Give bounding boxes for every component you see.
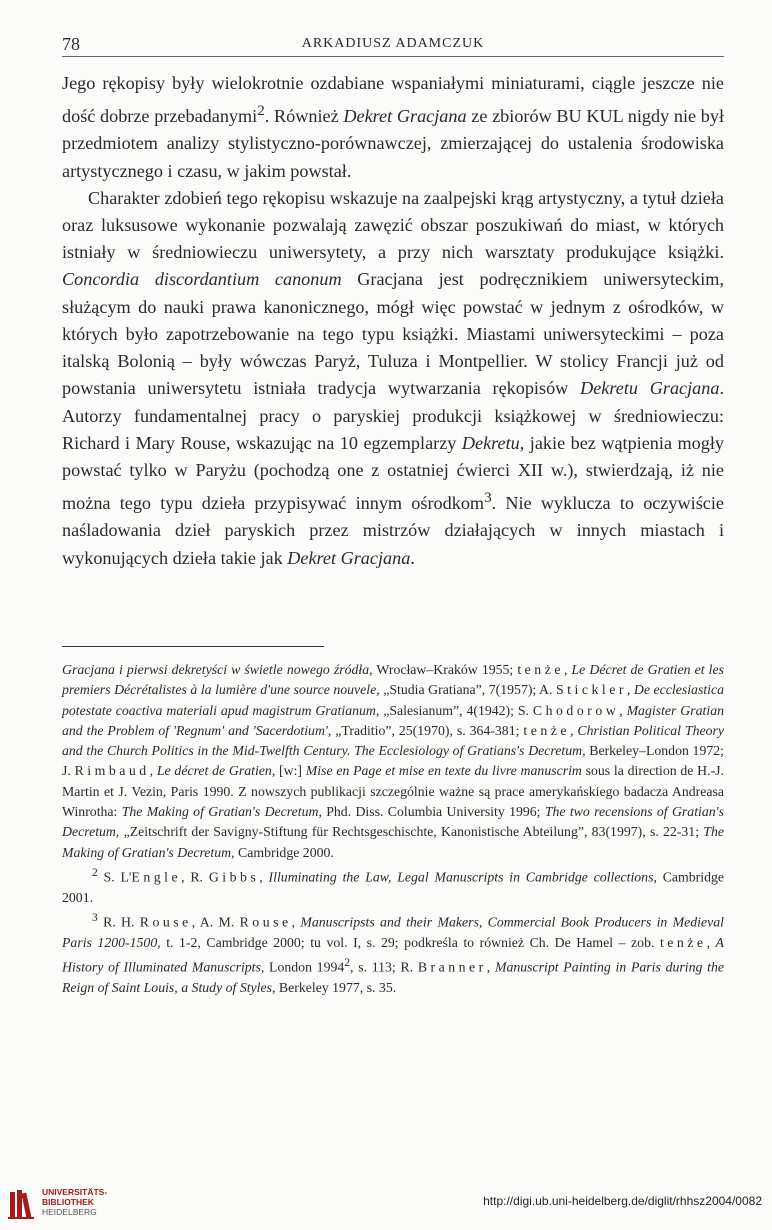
permalink-link[interactable]: http://digi.ub.uni-heidelberg.de/diglit/rhhsz2004/0082 (483, 1194, 762, 1208)
work-title: Dekretu Gracjana (580, 378, 720, 399)
footnote-number: 2 (92, 866, 98, 879)
work-title: Dekret Gracjana (287, 547, 411, 568)
library-name: UNIVERSITÄTS- BIBLIOTHEK HEIDELBERG (42, 1187, 108, 1217)
footnote-continuation: Gracjana i pierwsi dekretyści w świetle nowego źródła, Wrocław–Kraków 1955; tenże, Le Décret de Gratien et les premiers Décrétalistes à la lumière d'une source nouvele, „Studia Gratiana”, 7(1957); A. Stickler, De ecclesiastica potestate coactiva materiali apud magistrum Gratianum, „Salesianum”, 4(1942); S. Chodorow, Magister Gratian and the Problem of 'Regnum' and 'Sacerdotium', „Traditio”, 25(1970), s. 364-381; tenże, Christian Political Theory and the Church Politics in the Mid-Twelfth Century. The Ecclesiology of Gratians's Decretum, Berkeley–London 1972; J. Rimbaud, Le décret de Gratien, [w:] Mise en Page et mise en texte du livre manuscrim sous la direction de H.-J. Martin et J. Vezin, Paris 1990. Z nowszych publikacji szczególnie ważne są prace amerykańskiego badacza Andreasa Winrotha: The Making of Gratian's Decretum, Phd. Diss. Columbia University 1996; The two recensions of Gratian's Decretum, „Zeitschrift der Savigny-Stiftung für Rechtsgeschischte, Kanonistische Abteilung”, 83(1997), s. 22-31; The Making of Gratian's Decretum, Cambridge 2000. (62, 662, 725, 860)
work-title: Concordia discordantium canonum (62, 269, 342, 290)
footnote-2: $^2$ S. L'Engle, R. Gibbs, Illuminating the Law, Legal Manuscripts in Cambridge collections, Cambridge 2001. (62, 866, 725, 905)
footnote-ref-2[interactable]: 2 (257, 102, 265, 120)
footnote-ref-3[interactable]: 3 (484, 489, 492, 507)
work-title: Dekret Gracjana (343, 106, 467, 127)
body-text (62, 70, 724, 572)
digitization-footer (0, 1172, 772, 1230)
footnotes (62, 660, 724, 999)
paragraph-2: Charakter zdobień tego rękopisu wskazuje na zaalpejski krąg artystyczny, a tytuł dzieła oraz luksusowe wykonanie pozwalają zawęzić obszar poszukiwań do miast, w których istniały w średniowieczu uniwersytety, a przy nich warsztaty produkujące książki. Concordia discordantium canonum Gracjana jest podręcznikiem uniwersyteckim, służącym do nauki prawa kanonicznego, mógł więc powstać w jednym z ośrodków, w których było zapotrzebowanie na tego typu książki. Miastami uniwersyteckimi – poza italską Bolonią – były wówczas Paryż, Tuluza i Montpellier. W stolicy Francji już od powstania uniwersytetu istniała tradycja wytwarzania rękopisów Dekretu Gracjana. Autorzy fundamentalnej pracy o paryskiej produkcji książkowej w średniowieczu: Richard i Mary Rouse, wskazując na 10 egzemplarzy Dekretu, jakie bez wątpienia mogły powstać tylko w Paryżu (pochodzą one z ostatniej ćwierci XII w.), stwierdzają, iż nie można tego typu dzieła przypisywać innym ośrodkom$^3$. Nie wyklucza to oczywiście naśladowania dzieł paryskich przez mistrzów działających w innych miastach i wykonujących dzieła takie jak Dekret Gracjana. (62, 187, 724, 568)
footnote-divider (62, 646, 324, 647)
page-header (62, 32, 724, 57)
footnote-number: 3 (92, 912, 98, 925)
work-title: Dekretu (461, 432, 520, 453)
paragraph-1: Jego rękopisy były wielokrotnie ozdabiane wspaniałymi miniaturami, ciągle jeszcze nie dość dobrze przebadanymi$^2$. Również Dekret Gracjana ze zbiorów BU KUL nigdy nie był przedmiotem analizy stylistyczno-porównawczej, zmierzającej do ustalenia środowiska artystycznego i czasu, w jakim powstał. (62, 73, 724, 181)
running-title: ARKADIUSZ ADAMCZUK (301, 36, 485, 51)
library-logo-icon (8, 1188, 36, 1220)
footnote-3: $^3$ R. H. Rouse, A. M. Rouse, Manuscripsts and their Makers, Commercial Book Producers in Medieval Paris 1200-1500, t. 1-2, Cambridge 2000; tu vol. I, s. 29; podkreśla to również Ch. De Hamel – zob. tenże, A History of Illuminated Manuscripts, London 1994$^2$, s. 113; R. Branner, Manuscript Painting in Paris during the Reign of Saint Louis, a Study of Styles, Berkeley 1977, s. 35. (62, 912, 724, 996)
page-number: 78 (62, 34, 80, 54)
